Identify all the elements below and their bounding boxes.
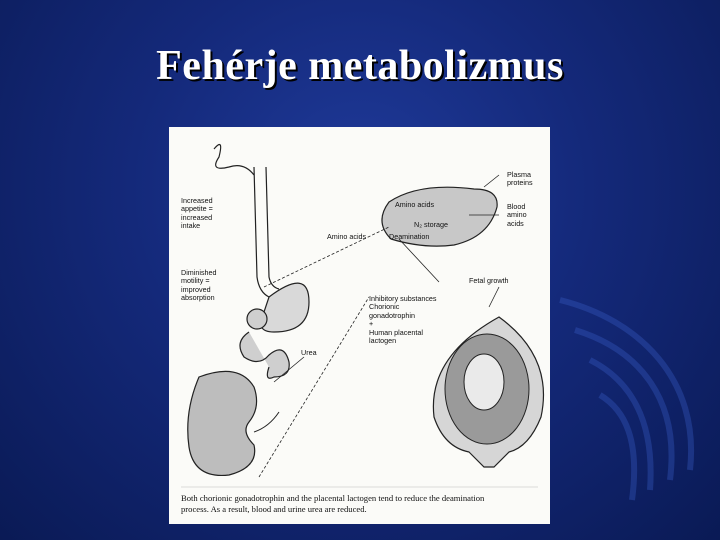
label-increased-appetite: Increased appetite = increased intake: [181, 196, 213, 231]
label-urea: Urea: [301, 348, 317, 357]
label-amino-acids-liver: Amino acids: [395, 200, 435, 209]
kidney-drawing: [188, 371, 257, 475]
figure-caption: Both chorionic gonadotrophin and the placental lactogen tend to reduce the deamination process. As a result, blood and urine urea are reduced.: [181, 493, 485, 514]
label-plasma-proteins: Plasma proteins: [507, 170, 533, 188]
label-n2-storage: N₂ storage: [414, 220, 448, 229]
slide-title: Fehérje metabolizmus: [156, 43, 564, 89]
label-fetal-growth: Fetal growth: [469, 276, 509, 285]
label-inhibitory-substances: Inhibitory substances Chorionic gonadotrophin + Human placental lactogen: [369, 294, 437, 346]
label-diminished-motility: Diminished motility = improved absorption: [181, 268, 217, 303]
esophagus-stomach-drawing: [214, 145, 309, 379]
uterus-fetus-drawing: [433, 317, 543, 467]
label-amino-acids-left: Amino acids: [327, 232, 367, 241]
label-deamination: Deamination: [389, 232, 430, 241]
metabolism-illustration: [169, 127, 550, 524]
label-blood-amino-acids: Blood amino acids: [507, 202, 527, 228]
figure-panel: [169, 127, 550, 524]
